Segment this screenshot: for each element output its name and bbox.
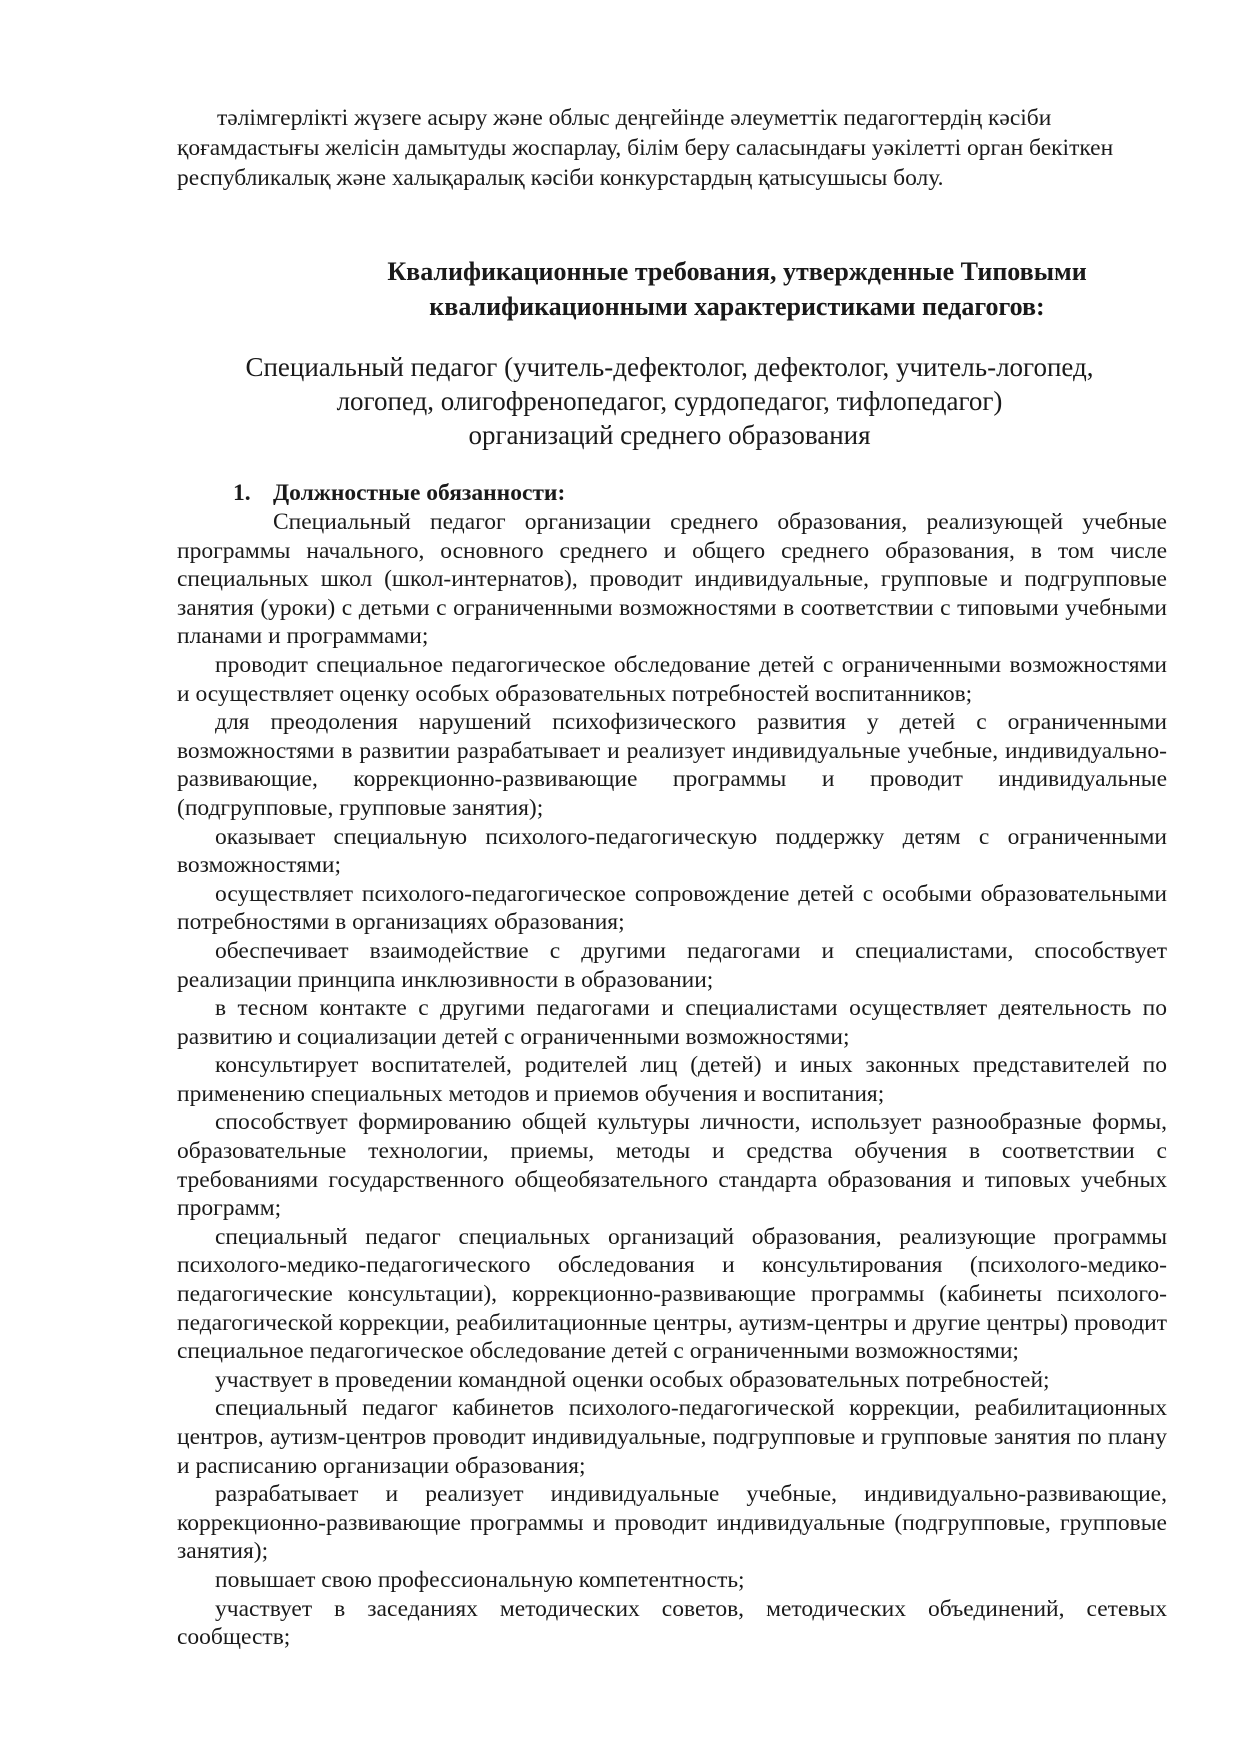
subtitle-line-1: Специальный педагог (учитель-дефектолог, дефектолог, учитель-логопед, (245, 352, 1094, 382)
duty-paragraph: Специальный педагог организации среднего образования, реализующей учебные программы начального, основного среднего и общего среднего образования, в том числе специальных школ (школ-интернатов), проводит индивидуальные, групповые и подгрупповые занятия (уроки) с детьми с ограниченными возможностями в соответствии с типовыми учебными планами и программами; (177, 509, 1167, 650)
document-subtitle (177, 350, 1162, 452)
duty-paragraph: консультирует воспитателей, родителей лиц (детей) и иных законных представителей по применению специальных методов и приемов обучения и воспитания; (177, 1052, 1167, 1107)
duty-paragraph: обеспечивает взаимодействие с другими педагогами и специалистами, способствует реализации принципа инклюзивности в образовании; (177, 937, 1167, 993)
section-heading-text: Должностные обязанности: (273, 480, 566, 506)
document-title (177, 254, 1197, 324)
section-heading (233, 478, 1167, 508)
duty-paragraph: разрабатывает и реализует индивидуальные учебные, индивидуально-развивающие, коррекционно-развивающие программы и проводит индивидуальные (подгрупповые, групповые занятия); (177, 1481, 1167, 1565)
duty-paragraph: способствует формированию общей культуры личности, использует разнообразные формы, образовательные технологии, приемы, методы и средства обучения в соответствии с требованиями государственного общеобязательного стандарта образования и типовых учебных программ; (177, 1109, 1167, 1222)
duty-paragraph: специальный педагог специальных организаций образования, реализующие программы психолого-медико-педагогического обследования и консультирования (психолого-медико-педагогические консультации), коррекционно-развивающие программы (кабинеты психолого-педагогической коррекции, реабилитационные центры, аутизм-центры и другие центры) проводит специальное педагогическое обследование детей с ограниченными возможностями; (177, 1223, 1167, 1365)
duty-paragraph: повышает свою профессиональную компетентность; (215, 1566, 745, 1593)
intro-paragraph (177, 103, 1167, 193)
duty-paragraph: проводит специальное педагогическое обследование детей с ограниченными возможностями и осуществляет оценку особых образовательных потребностей воспитанников; (177, 651, 1167, 707)
duty-paragraph: осуществляет психолого-педагогическое сопровождение детей с особыми образовательными потребностями в организациях образования; (177, 880, 1167, 936)
title-line-1: Квалификационные требования, утвержденные Типовыми (387, 257, 1087, 286)
duty-paragraph: специальный педагог кабинетов психолого-педагогической коррекции, реабилитационных центров, аутизм-центров проводит индивидуальные, подгрупповые и групповые занятия по плану и расписанию организации образования; (177, 1395, 1167, 1479)
duties-section (177, 478, 1167, 1652)
duty-paragraph: участвует в проведении командной оценки особых образовательных потребностей; (215, 1366, 1050, 1393)
subtitle-line-2: логопед, олигофренопедагог, сурдопедагог, тифлопедагог) (336, 386, 1003, 416)
subtitle-line-3: организаций среднего образования (468, 420, 871, 450)
section-number: 1. (233, 480, 251, 506)
title-line-2: квалификационными характеристиками педагогов: (429, 292, 1045, 321)
duty-paragraph: оказывает специальную психолого-педагогическую поддержку детям с ограниченными возможностями; (177, 823, 1167, 879)
duty-paragraph: участвует в заседаниях методических советов, методических объединений, сетевых сообществ; (177, 1595, 1167, 1651)
duty-paragraph: для преодоления нарушений психофизического развития у детей с ограниченными возможностями в развитии разрабатывает и реализует индивидуальные учебные, индивидуально-развивающие, коррекционно-развивающие программы и проводит индивидуальные (подгрупповые, групповые занятия); (177, 709, 1167, 821)
duties-list (177, 508, 1167, 1652)
intro-text: тәлімгерлікті жүзеге асыру және облыс деңгейінде әлеуметтік педагогтердің кәсіби қоғамдастығы желісін дамытуды жоспарлау, білім беру саласындағы уәкілетті орган бекіткен республикалық және халықаралық кәсіби конкурстардың қатысушысы болу. (177, 105, 1114, 191)
duty-paragraph: в тесном контакте с другими педагогами и специалистами осуществляет деятельность по развитию и социализации детей с ограниченными возможностями; (177, 995, 1167, 1050)
